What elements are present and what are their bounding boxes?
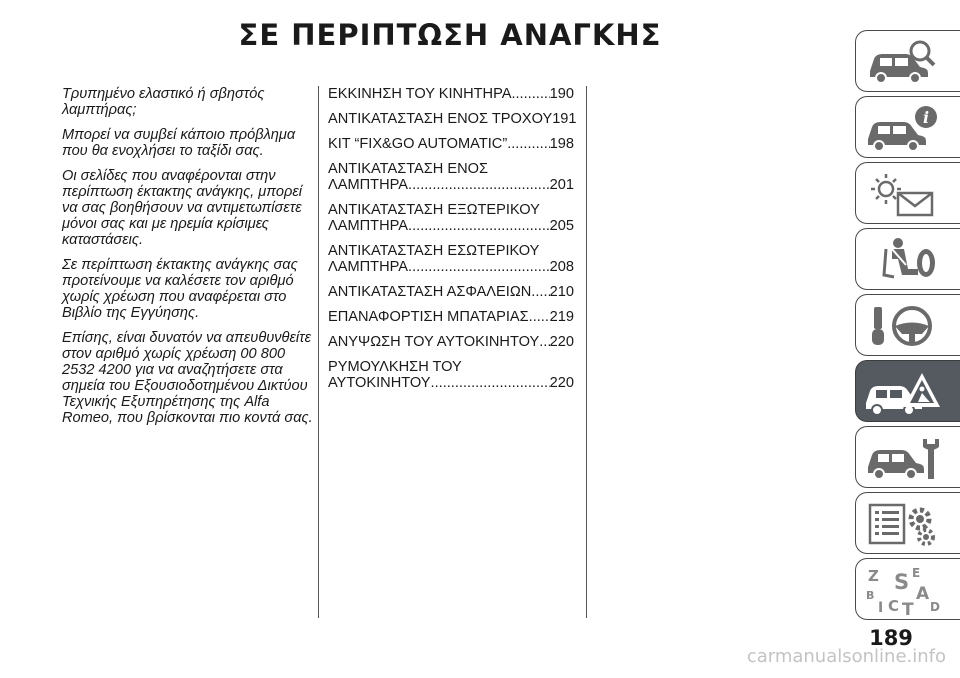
seatbelt-airbag-icon xyxy=(864,235,944,285)
chapter-tab-maintenance[interactable] xyxy=(855,426,960,488)
index-letter: C xyxy=(888,597,900,615)
intro-paragraph: Τρυπημένο ελαστικό ή σβηστός λαμπτήρας; xyxy=(62,86,265,118)
toc-entry-title: ΑΝΥΨΩΣΗ ΤΟΥ ΑΥΤΟΚΙΝΗΤΟΥ xyxy=(328,334,540,350)
toc-entry-page: 220 xyxy=(549,375,574,391)
index-letter: T xyxy=(902,600,914,615)
toc-entry-page: 201 xyxy=(549,177,574,193)
toc-entry[interactable] xyxy=(328,334,574,350)
chapter-tab-index[interactable] xyxy=(855,558,960,620)
intro-paragraph: Μπορεί να συμβεί κάποιο πρόβλημα που θα ενοχλήσει το ταξίδι σας. xyxy=(62,127,296,159)
car-info-icon xyxy=(864,103,944,153)
toc-entry-title: ΡΥΜΟΥΛΚΗΣΗ ΤΟΥ xyxy=(328,359,462,375)
chapter-tab-emergency[interactable] xyxy=(855,360,960,422)
toc-entry[interactable] xyxy=(328,86,574,102)
alphabet-index-icon xyxy=(864,565,944,615)
toc-entry-title: ΕΚΚΙΝΗΣΗ ΤΟΥ ΚΙΝΗΤΗΡΑ xyxy=(328,86,512,102)
column-divider xyxy=(586,86,587,618)
toc-entry[interactable] xyxy=(328,243,574,275)
chapter-tab-technical-data[interactable] xyxy=(855,492,960,554)
car-emergency-icon xyxy=(864,367,944,417)
toc-entry-page: 210 xyxy=(549,284,574,300)
toc-entry-page: 208 xyxy=(549,259,574,275)
toc-entry-title: KIT “FIX&GO AUTOMATIC” xyxy=(328,136,508,152)
intro-column xyxy=(62,86,314,435)
toc-entry-page: 219 xyxy=(549,309,574,325)
toc-entry[interactable] xyxy=(328,202,574,234)
toc-entry-page: 205 xyxy=(549,218,574,234)
chapter-tab-vehicle-overview[interactable] xyxy=(855,30,960,92)
table-of-contents xyxy=(328,86,577,400)
toc-entry-title: ΑΝΤΙΚΑΤΑΣΤΑΣΗ ΕΣΩΤΕΡΙΚΟΥ xyxy=(328,243,540,259)
index-letter: D xyxy=(930,600,940,614)
index-letter: B xyxy=(866,589,875,602)
toc-entry[interactable] xyxy=(328,284,574,300)
svg-text:i: i xyxy=(922,108,930,127)
toc-entry-title: ΑΥΤΟΚΙΝΗΤΟΥ xyxy=(328,375,431,391)
chapter-tab-safety[interactable] xyxy=(855,228,960,290)
index-letter: A xyxy=(916,584,930,604)
chapter-tab-starting-driving[interactable] xyxy=(855,294,960,356)
toc-entry-title: ΛΑΜΠΤΗΡΑ xyxy=(328,218,409,234)
toc-entry-title: ΛΑΜΠΤΗΡΑ xyxy=(328,259,409,275)
key-steering-wheel-icon xyxy=(864,301,944,351)
toc-entry-page: 220 xyxy=(549,334,574,350)
chapter-tab-knowing-your-car[interactable] xyxy=(855,96,960,158)
toc-entry[interactable] xyxy=(328,161,574,193)
index-letter: E xyxy=(912,566,921,580)
intro-paragraph: Επίσης, είναι δυνατόν να απευθυνθείτε στον αριθμό χωρίς χρέωση 00 800 2532 4200 για να αναζητήσετε στα σημεία του Εξουσιοδοτημένου Δικτύου Τεχνικής Εξυπηρέτησης της Alfa Romeo, που βρίσκονται πιο κοντά σας. xyxy=(62,330,313,426)
toc-entry-title: ΑΝΤΙΚΑΤΑΣΤΑΣΗ ΕΝΟΣ xyxy=(328,161,489,177)
toc-entry[interactable] xyxy=(328,309,574,325)
toc-entry-title: ΑΝΤΙΚΑΤΑΣΤΑΣΗ ΑΣΦΑΛΕΙΩΝ xyxy=(328,284,532,300)
technical-data-gear-icon xyxy=(864,499,944,549)
warning-lights-icon xyxy=(864,169,944,219)
toc-entry[interactable] xyxy=(328,111,577,127)
watermark: carmanualsonline.info xyxy=(746,646,946,667)
index-letter: Z xyxy=(868,567,879,585)
toc-entry-title: ΑΝΤΙΚΑΤΑΣΤΑΣΗ ΕΝΟΣ ΤΡΟΧΟΥ xyxy=(328,111,553,127)
page-title: ΣΕ ΠΕΡΙΠΤΩΣΗ ΑΝΑΓΚΗΣ xyxy=(238,18,662,52)
chapter-tab-warning-lights[interactable] xyxy=(855,162,960,224)
toc-entry-page: 190 xyxy=(549,86,574,102)
page-number: 189 xyxy=(869,626,913,650)
column-divider xyxy=(318,86,319,618)
index-letter: S xyxy=(894,570,910,594)
toc-entry[interactable] xyxy=(328,136,574,152)
toc-entry-title: ΕΠΑΝΑΦΟΡΤΙΣΗ ΜΠΑΤΑΡΙΑΣ xyxy=(328,309,529,325)
intro-paragraph: Σε περίπτωση έκτακτης ανάγκης σας προτείνουμε να καλέσετε τον αριθμό χωρίς χρέωση που αναφέρεται στο Βιβλίο της Εγγύησης. xyxy=(62,257,298,321)
toc-entry-page: 198 xyxy=(549,136,574,152)
car-magnifier-icon xyxy=(864,37,944,87)
car-wrench-icon xyxy=(864,433,944,483)
toc-entry-title: ΑΝΤΙΚΑΤΑΣΤΑΣΗ ΕΞΩΤΕΡΙΚΟΥ xyxy=(328,202,540,218)
index-letter: I xyxy=(878,600,884,615)
toc-entry-page: 191 xyxy=(552,111,577,127)
toc-entry[interactable] xyxy=(328,359,574,391)
toc-entry-title: ΛΑΜΠΤΗΡΑ xyxy=(328,177,409,193)
intro-paragraph: Οι σελίδες που αναφέρονται στην περίπτωση έκτακτης ανάγκης, μπορεί να σας βοηθήσουν να αντιμετωπίσετε μόνοι σας και με ηρεμία κρίσιμες καταστάσεις. xyxy=(62,168,302,248)
